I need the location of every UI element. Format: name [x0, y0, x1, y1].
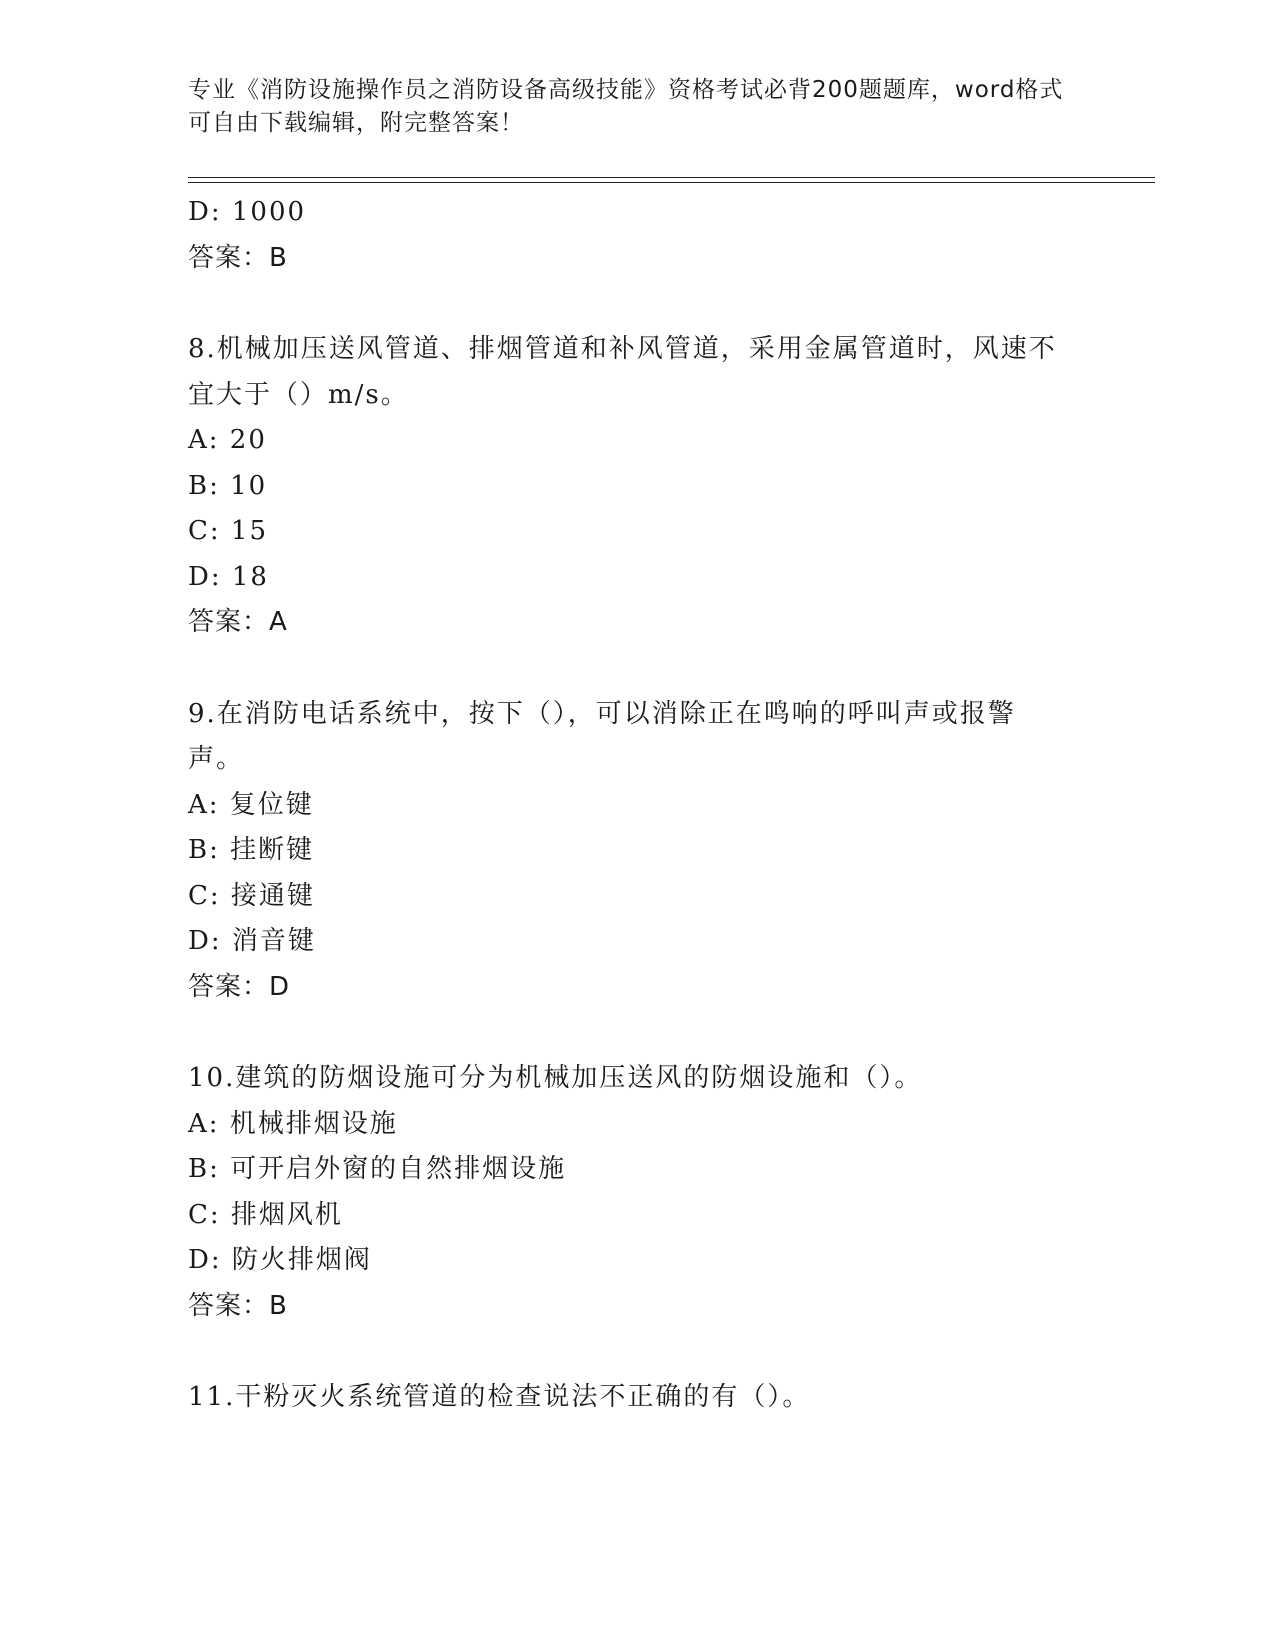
option-d: D: 18 [188, 561, 269, 592]
option-d: D: 防火排烟阀 [188, 1245, 372, 1275]
question-block-9 [188, 692, 1068, 1011]
question-text: 11.干粉灭火系统管道的检查说法不正确的有（）。 [188, 1382, 811, 1412]
option-d: D: 消音键 [188, 926, 316, 956]
question-block-10 [188, 1056, 1068, 1329]
option-b: B: 10 [188, 470, 268, 501]
option-c: C: 排烟风机 [188, 1199, 343, 1230]
question-text: 8.机械加压送风管道、排烟管道和补风管道，采用金属管道时，风速不宜大于（）m/s。 [188, 334, 1057, 410]
option-b: B: 可开启外窗的自然排烟设施 [188, 1154, 567, 1184]
question-block-11 [188, 1375, 1068, 1421]
option-a: A: 复位键 [188, 789, 314, 820]
answer-line: 答案：A [188, 607, 288, 637]
option-d: D: 1000 [188, 197, 307, 227]
answer-line: 答案：D [188, 971, 291, 1002]
option-a: A: 机械排烟设施 [188, 1108, 398, 1139]
header-rule-top [188, 177, 1155, 178]
header-rule-bottom [188, 182, 1155, 183]
question-content [188, 190, 1068, 1421]
document-header: 专业《消防设施操作员之消防设备高级技能》资格考试必背200题题库，word格式可自由下载编辑，附完整答案！ [188, 77, 1064, 136]
option-b: B: 挂断键 [188, 835, 315, 865]
option-c: C: 15 [188, 516, 269, 546]
question-block-8 [188, 327, 1068, 646]
question-text: 10.建筑的防烟设施可分为机械加压送风的防烟设施和（）。 [188, 1063, 923, 1093]
answer-line: 答案：B [188, 242, 288, 273]
option-a: A: 20 [188, 425, 267, 455]
question-text: 9.在消防电话系统中，按下（），可以消除正在鸣响的呼叫声或报警声。 [188, 698, 1016, 774]
option-c: C: 接通键 [188, 880, 315, 911]
answer-line: 答案：B [188, 1290, 288, 1321]
